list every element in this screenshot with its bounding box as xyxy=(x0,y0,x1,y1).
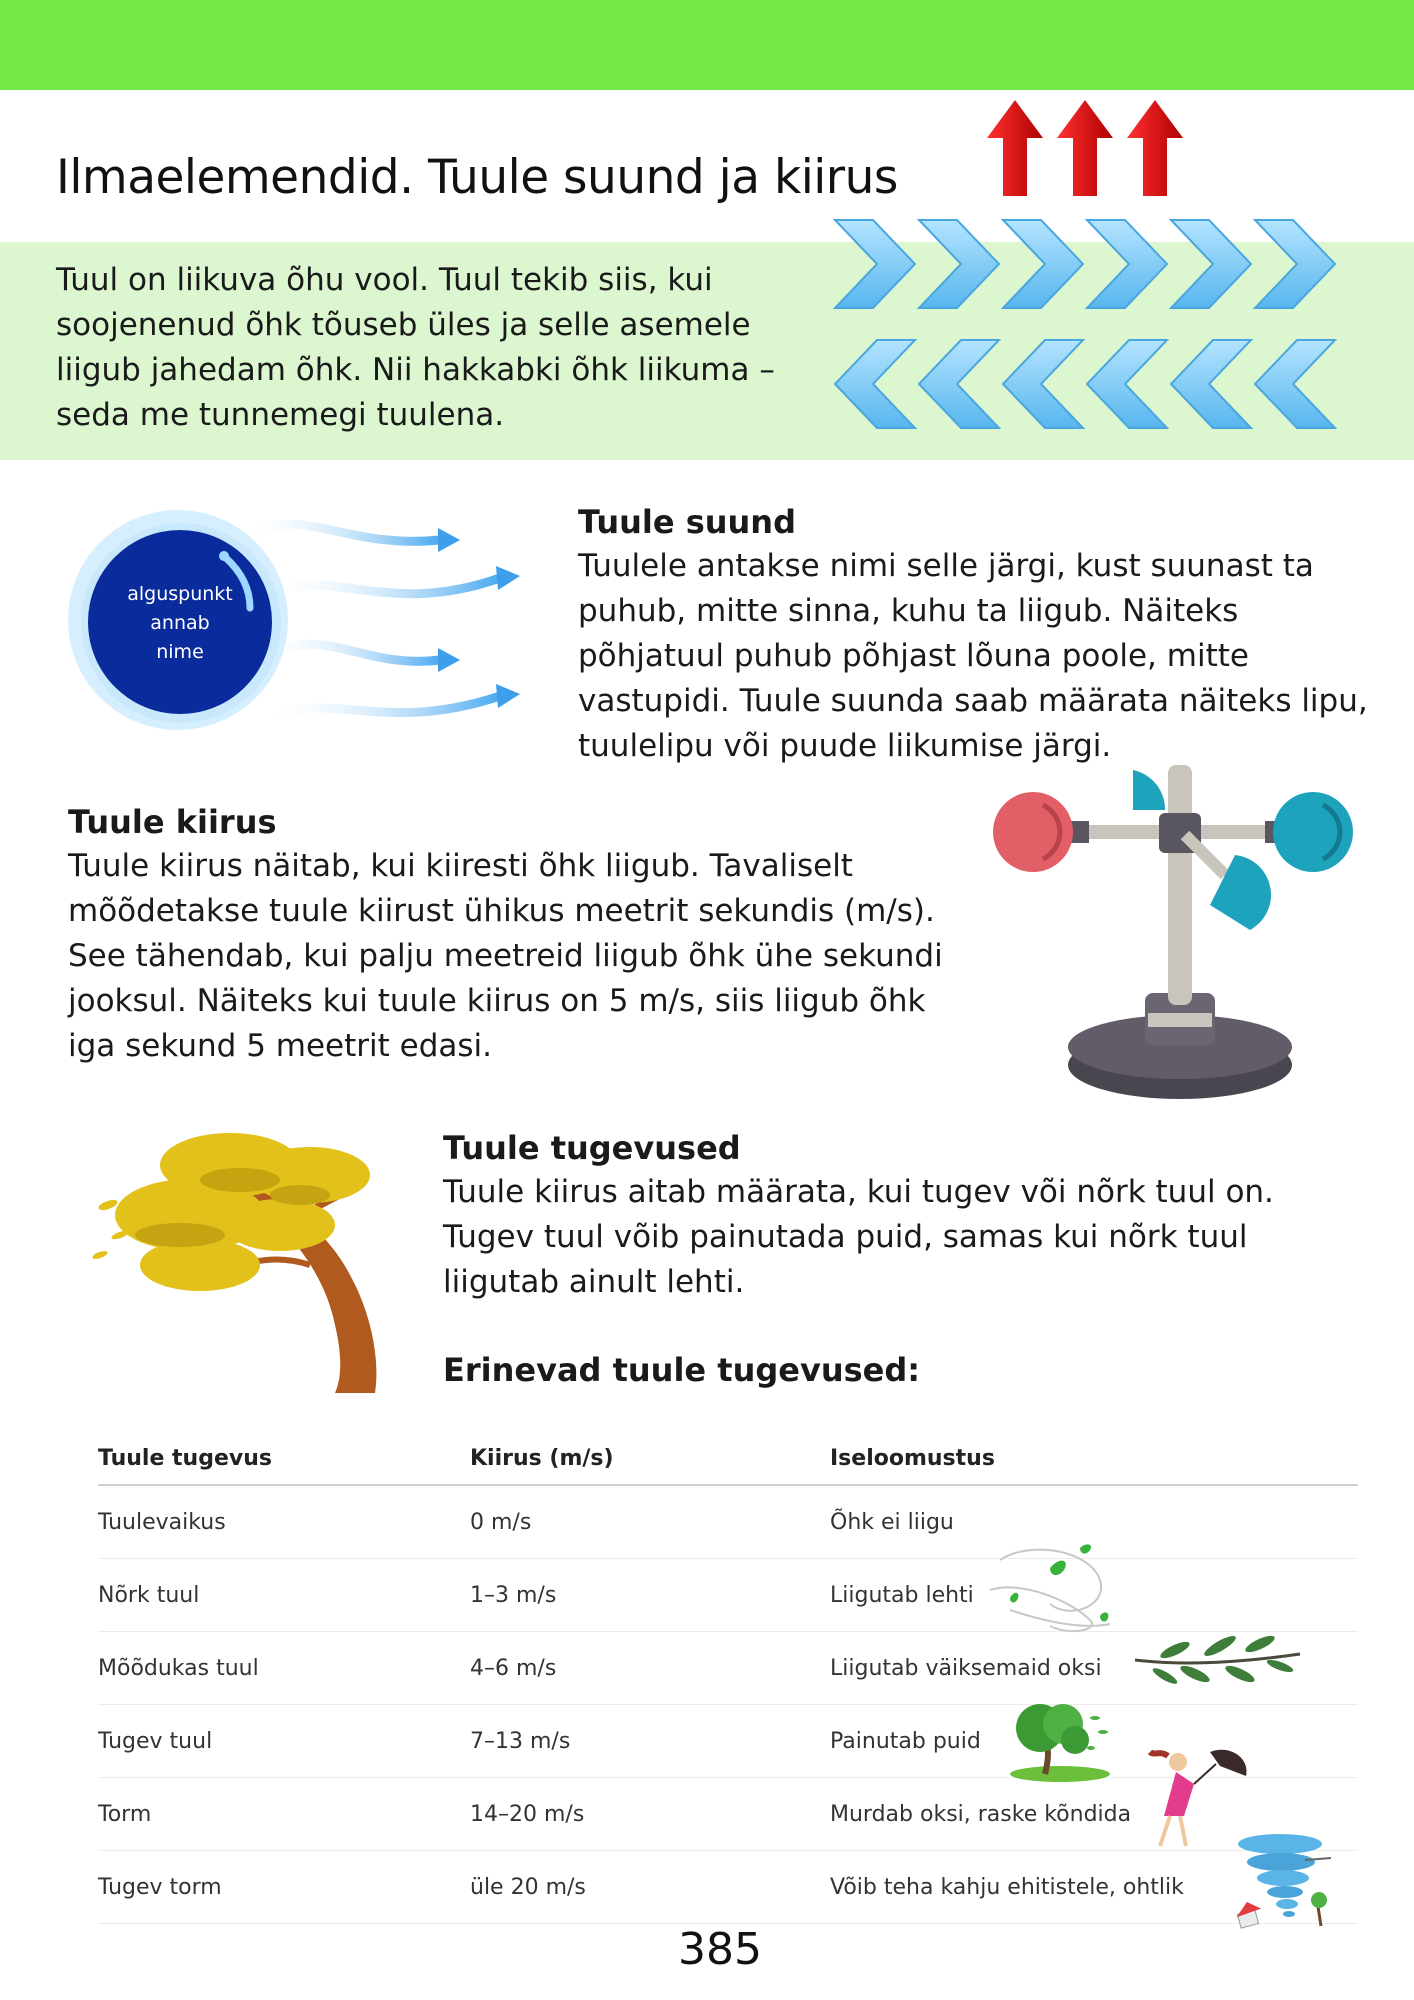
table-cell: 7–13 m/s xyxy=(470,1705,830,1778)
table-cell: Torm xyxy=(98,1778,470,1851)
windblown-tree-icon xyxy=(1005,1700,1115,1785)
table-cell: Õhk ei liigu xyxy=(830,1485,1358,1559)
anemometer-icon xyxy=(985,765,1365,1105)
section-wind-direction xyxy=(578,500,1378,769)
column-header: Tuule tugevus xyxy=(98,1432,470,1485)
column-header: Iseloomustus xyxy=(830,1432,1358,1485)
branch-icon xyxy=(1135,1632,1305,1702)
up-arrows-icon xyxy=(985,100,1185,200)
table-cell: 1–3 m/s xyxy=(470,1559,830,1632)
table-row xyxy=(98,1485,1358,1559)
breeze-leaves-icon xyxy=(990,1540,1120,1640)
table-heading: Erinevad tuule tugevused: xyxy=(443,1351,921,1389)
section-body: Tuule kiirus näitab, kui kiiresti õhk liigub. Tavaliselt mõõdetakse tuule kiirust ühikus meetrit sekundis (m/s). See tähendab, kui palju meetreid liigub õhk ühe sekundi jooksul. Näiteks kui tuule kiirus on 5 m/s, siis liigub õhk iga sekund 5 meetrit edasi. xyxy=(68,848,943,1064)
wind-chevrons-icon xyxy=(835,214,1345,434)
section-title: Tuule suund xyxy=(578,503,796,541)
table-cell: 14–20 m/s xyxy=(470,1778,830,1851)
table-cell: Tugev torm xyxy=(98,1851,470,1924)
tornado-icon xyxy=(1225,1830,1335,1935)
globe-caption-line: nime xyxy=(156,641,204,663)
table-cell: Tugev tuul xyxy=(98,1705,470,1778)
table-cell: Painutab puid xyxy=(830,1705,1358,1778)
wind-direction-figure xyxy=(60,500,560,740)
section-wind-strength xyxy=(443,1126,1343,1305)
table-row xyxy=(98,1559,1358,1632)
globe-caption-line: alguspunkt xyxy=(127,583,233,605)
table-cell: 4–6 m/s xyxy=(470,1632,830,1705)
table-cell: Liigutab lehti xyxy=(830,1559,1358,1632)
table-cell: üle 20 m/s xyxy=(470,1851,830,1924)
globe-caption xyxy=(120,580,240,667)
table-cell: Tuulevaikus xyxy=(98,1485,470,1559)
globe-caption-line: annab xyxy=(150,612,210,634)
bending-tree-icon xyxy=(80,1125,400,1395)
section-body: Tuulele antakse nimi selle järgi, kust suunast ta puhub, mitte sinna, kuhu ta liigub. Näiteks põhjatuul puhub põhjast lõuna poole, mitte vastupidi. Tuule suunda saab määrata näiteks lipu, tuulelipu või puude liikumise järgi. xyxy=(578,548,1368,764)
table-header-row xyxy=(98,1432,1358,1485)
page-title: Ilmaelemendid. Tuule suund ja kiirus xyxy=(56,150,898,205)
table-cell: Liigutab väiksemaid oksi xyxy=(830,1632,1358,1705)
table-cell: Murdab oksi, raske kõndida xyxy=(830,1778,1358,1851)
column-header: Kiirus (m/s) xyxy=(470,1432,830,1485)
intro-paragraph: Tuul on liikuva õhu vool. Tuul tekib siis, kui soojenenud õhk tõuseb üles ja selle asemele liigub jahedam õhk. Nii hakkabki õhk liikuma – seda me tunnemegi tuulena. xyxy=(56,262,775,433)
table-cell: Mõõdukas tuul xyxy=(98,1632,470,1705)
section-title: Tuule kiirus xyxy=(68,803,277,841)
page-number: 385 xyxy=(678,1924,762,1975)
section-body: Tuule kiirus aitab määrata, kui tugev või nõrk tuul on. Tugev tuul võib painutada puid, samas kui nõrk tuul liigutab ainult lehti. xyxy=(443,1174,1274,1300)
section-title: Tuule tugevused xyxy=(443,1129,741,1167)
table-cell: Võib teha kahju ehitistele, ohtlik xyxy=(830,1851,1358,1924)
top-color-bar xyxy=(0,0,1414,90)
section-wind-speed xyxy=(68,800,968,1069)
table-cell: Nõrk tuul xyxy=(98,1559,470,1632)
table-cell: 0 m/s xyxy=(470,1485,830,1559)
